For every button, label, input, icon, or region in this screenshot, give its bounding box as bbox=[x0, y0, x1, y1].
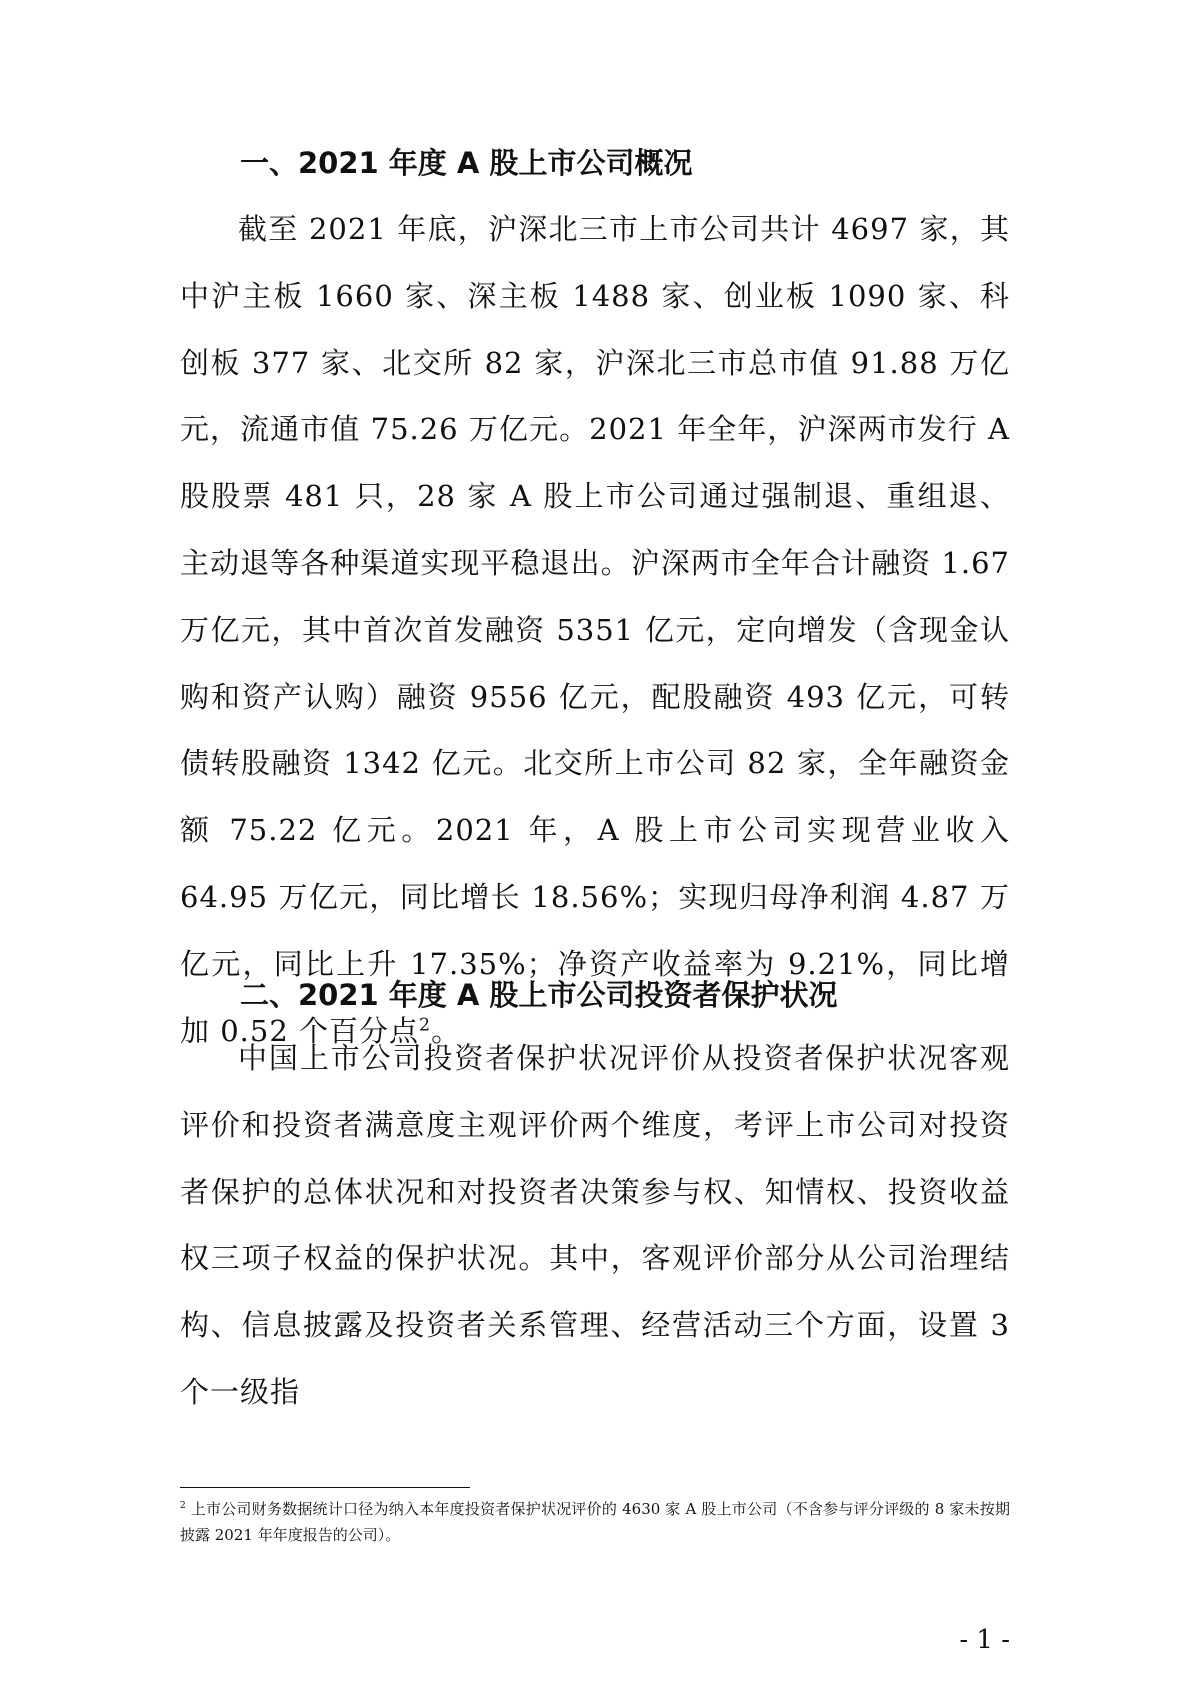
section-heading-2: 二、2021 年度 A 股上市公司投资者保护状况 bbox=[240, 978, 838, 1012]
paragraph-text: 截至 2021 年底，沪深北三市上市公司共计 4697 家，其中沪主板 1660 家、深主板 1488 家、创业板 1090 家、科创板 377 家、北交所 82 家，沪深北三市总市值 91.88 万亿元，流通市值 75.26 万亿元。2021 年全年，沪深两市发行 A 股股票 481 只，28 家 A 股上市公司通过强制退、重组退、主动退等各种渠道实现平稳退出。沪深两市全年合计融资 1.67 万亿元，其中首次首发融资 5351 亿元，定向增发（含现金认购和资产认购）融资 9556 亿元，配股融资 493 亿元，可转债转股融资 1342 亿元。北交所上市公司 82 家，全年融资金额 75.22 亿元。2021 年，A 股上市公司实现营业收入 64.95 万亿元，同比增长 18.56%；实现归母净利润 4.87 万亿元，同比上升 17.35%；净资产收益率为 9.21%，同比增加 0.52 个百分点 bbox=[180, 212, 1011, 1048]
footnote-text: 上市公司财务数据统计口径为纳入本年度投资者保护状况评价的 4630 家 A 股上市公司（不含参与评分评级的 8 家未按期披露 2021 年年度报告的公司）。 bbox=[180, 1500, 1010, 1544]
section-paragraph-2: 中国上市公司投资者保护状况评价从投资者保护状况客观评价和投资者满意度主观评价两个维度，考评上市公司对投资者保护的总体状况和对投资者决策参与权、知情权、投资收益权三项子权益的保护状况。其中，客观评价部分从公司治理结构、信息披露及投资者关系管理、经营活动三个方面，设置 3 个一级指 bbox=[180, 1041, 1010, 1409]
footnote-divider bbox=[180, 1487, 470, 1488]
footnote-reference[interactable]: 2 bbox=[419, 1014, 432, 1035]
paragraph-end: 。 bbox=[431, 1013, 462, 1048]
section-paragraph-1 bbox=[180, 196, 1010, 1064]
page-number: - 1 - bbox=[959, 1625, 1010, 1655]
section-heading-1: 一、2021 年度 A 股上市公司概况 bbox=[240, 146, 693, 180]
footnote bbox=[180, 1496, 1010, 1548]
footnote-marker: 2 bbox=[180, 1501, 186, 1511]
